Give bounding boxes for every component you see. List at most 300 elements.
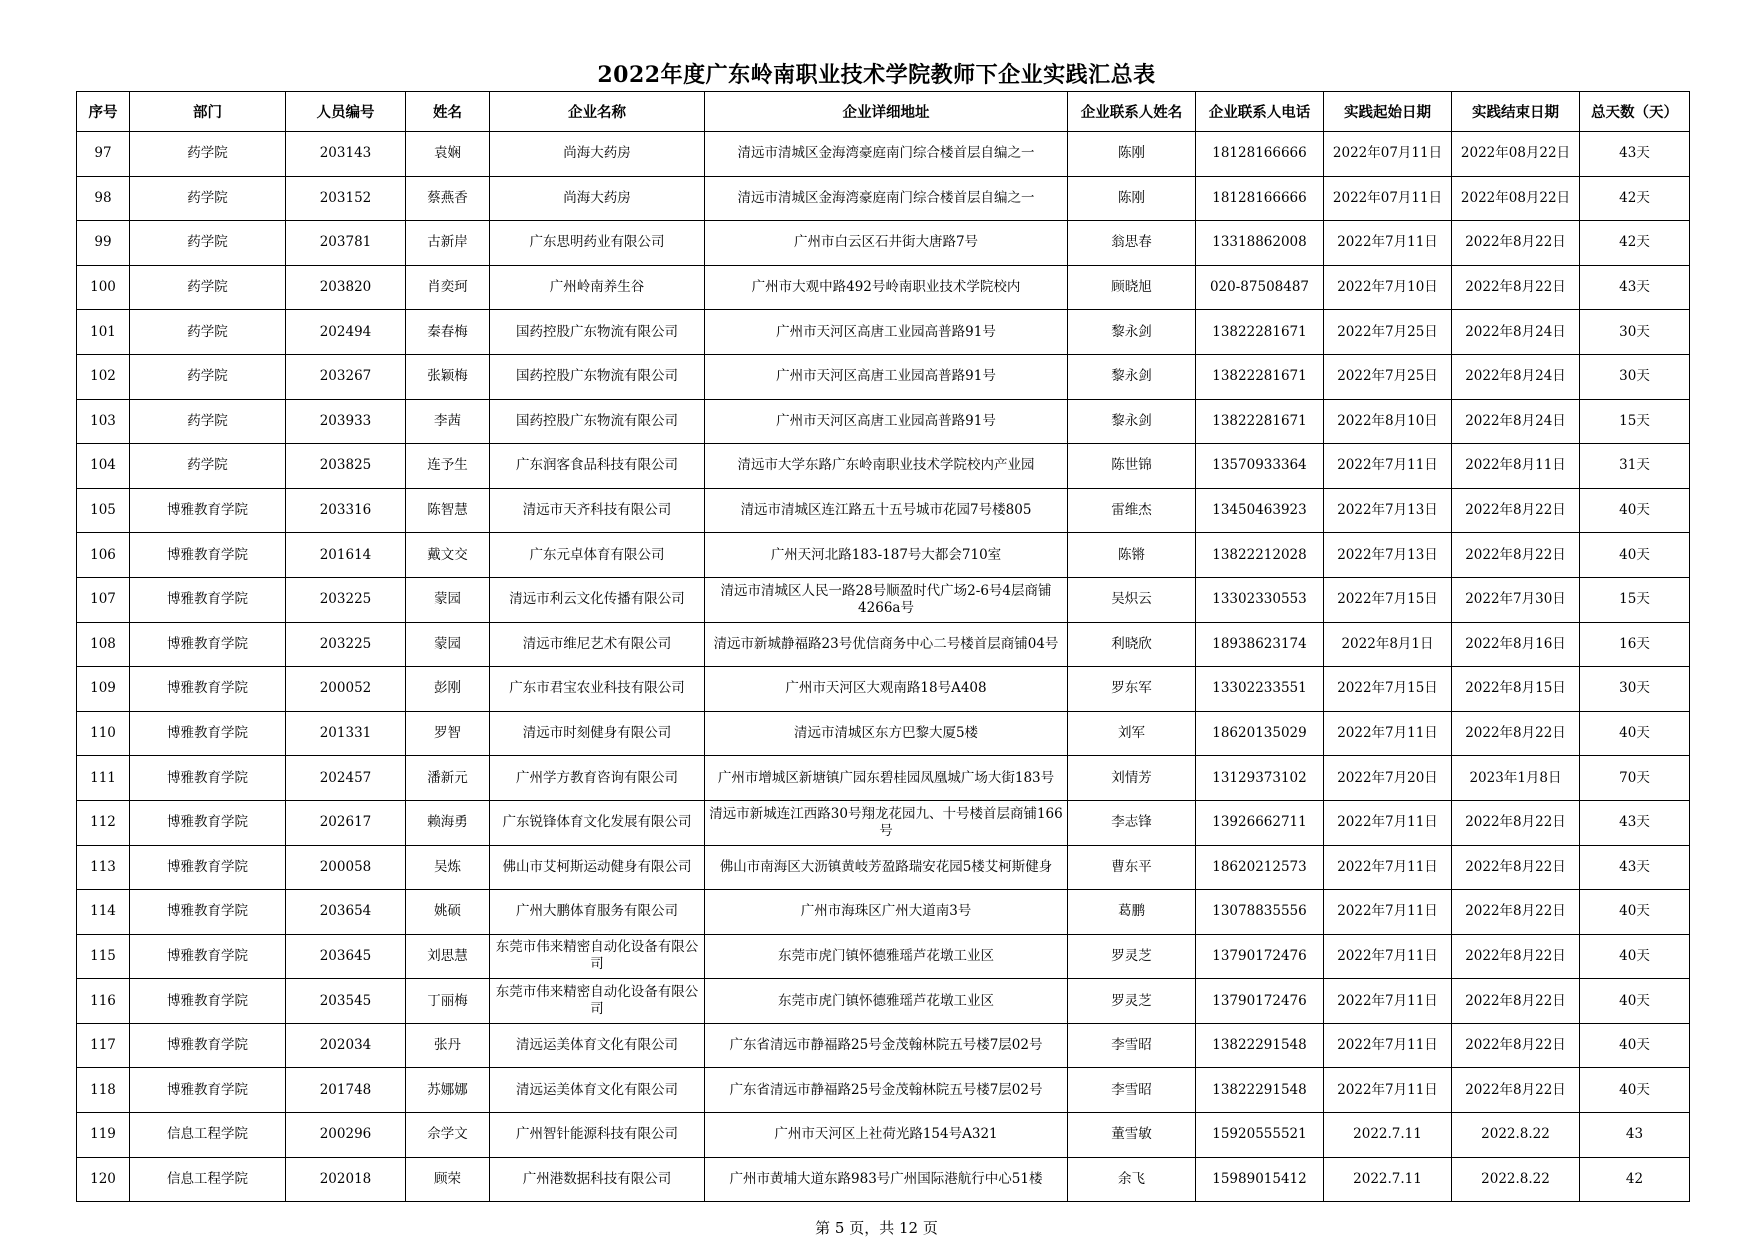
col-department-cell: 药学院 xyxy=(130,221,286,266)
col-department-cell: 信息工程学院 xyxy=(130,1157,286,1202)
col-company-address-cell: 广东省清远市静福路25号金茂翰林院五号楼7层02号 xyxy=(705,1023,1068,1068)
col-company-name-cell: 广东市君宝农业科技有限公司 xyxy=(490,667,705,712)
col-department-cell: 药学院 xyxy=(130,132,286,177)
col-company-address-cell: 广州市白云区石井街大唐路7号 xyxy=(705,221,1068,266)
table-row xyxy=(77,711,1690,756)
col-total-days-cell: 40天 xyxy=(1580,979,1690,1024)
col-start-date-cell: 2022年7月10日 xyxy=(1324,265,1452,310)
col-start-date-cell: 2022.7.11 xyxy=(1324,1113,1452,1158)
col-staff-id-cell: 203820 xyxy=(286,265,406,310)
table-row xyxy=(77,221,1690,266)
col-start-date-cell: 2022年7月11日 xyxy=(1324,890,1452,935)
col-end-date-cell: 2022年8月22日 xyxy=(1452,979,1580,1024)
table-row xyxy=(77,444,1690,489)
col-department-cell: 药学院 xyxy=(130,310,286,355)
col-staff-id-cell: 203225 xyxy=(286,622,406,667)
col-company-name-cell: 清远市时刻健身有限公司 xyxy=(490,711,705,756)
col-staff-id-cell: 203152 xyxy=(286,176,406,221)
col-end-date-cell: 2022年8月24日 xyxy=(1452,310,1580,355)
col-department-header: 部门 xyxy=(130,92,286,132)
col-staff-id-cell: 201331 xyxy=(286,711,406,756)
col-end-date-cell: 2022年8月22日 xyxy=(1452,1023,1580,1068)
col-company-address-cell: 佛山市南海区大沥镇黄岐芳盈路瑞安花园5楼艾柯斯健身 xyxy=(705,845,1068,890)
table-row xyxy=(77,1157,1690,1202)
col-index-cell: 103 xyxy=(77,399,130,444)
col-staff-id-cell: 203225 xyxy=(286,577,406,622)
col-start-date-cell: 2022.7.11 xyxy=(1324,1157,1452,1202)
col-company-name-cell: 清远运美体育文化有限公司 xyxy=(490,1068,705,1113)
col-department-cell: 药学院 xyxy=(130,444,286,489)
col-end-date-cell: 2022年8月22日 xyxy=(1452,221,1580,266)
col-end-date-cell: 2022年8月11日 xyxy=(1452,444,1580,489)
col-contact-name-cell: 利晓欣 xyxy=(1068,622,1196,667)
col-index-cell: 115 xyxy=(77,934,130,979)
col-company-name-header: 企业名称 xyxy=(490,92,705,132)
col-name-cell: 蔡燕香 xyxy=(406,176,490,221)
table-header-row xyxy=(77,92,1690,132)
col-department-cell: 药学院 xyxy=(130,354,286,399)
col-end-date-header: 实践结束日期 xyxy=(1452,92,1580,132)
page-footer: 第 5 页，共 12 页 xyxy=(815,1219,938,1237)
col-total-days-cell: 30天 xyxy=(1580,354,1690,399)
table-body xyxy=(77,132,1690,1202)
col-contact-phone-cell: 18128166666 xyxy=(1196,176,1324,221)
col-department-cell: 博雅教育学院 xyxy=(130,622,286,667)
col-contact-phone-cell: 13129373102 xyxy=(1196,756,1324,801)
col-staff-id-cell: 203781 xyxy=(286,221,406,266)
col-name-cell: 蒙园 xyxy=(406,577,490,622)
col-index-cell: 108 xyxy=(77,622,130,667)
col-start-date-cell: 2022年7月11日 xyxy=(1324,800,1452,845)
col-index-cell: 120 xyxy=(77,1157,130,1202)
col-end-date-cell: 2022年8月22日 xyxy=(1452,934,1580,979)
col-company-address-cell: 广州市天河区高唐工业园高普路91号 xyxy=(705,354,1068,399)
col-end-date-cell: 2022.8.22 xyxy=(1452,1113,1580,1158)
col-company-name-cell: 广州港数据科技有限公司 xyxy=(490,1157,705,1202)
col-total-days-cell: 42 xyxy=(1580,1157,1690,1202)
col-contact-phone-cell: 13822212028 xyxy=(1196,533,1324,578)
col-start-date-header: 实践起始日期 xyxy=(1324,92,1452,132)
col-company-name-cell: 尚海大药房 xyxy=(490,132,705,177)
col-name-cell: 陈智慧 xyxy=(406,488,490,533)
col-index-cell: 104 xyxy=(77,444,130,489)
table-row xyxy=(77,1023,1690,1068)
col-staff-id-header: 人员编号 xyxy=(286,92,406,132)
col-staff-id-cell: 203316 xyxy=(286,488,406,533)
col-total-days-cell: 15天 xyxy=(1580,399,1690,444)
col-department-cell: 博雅教育学院 xyxy=(130,845,286,890)
col-company-address-cell: 清远市清城区人民一路28号顺盈时代广场2-6号4层商铺4266a号 xyxy=(705,577,1068,622)
col-contact-phone-cell: 13790172476 xyxy=(1196,934,1324,979)
col-total-days-cell: 42天 xyxy=(1580,221,1690,266)
table-row xyxy=(77,533,1690,578)
col-name-cell: 彭刚 xyxy=(406,667,490,712)
col-staff-id-cell: 200058 xyxy=(286,845,406,890)
col-start-date-cell: 2022年7月25日 xyxy=(1324,310,1452,355)
col-name-cell: 刘思慧 xyxy=(406,934,490,979)
col-company-name-cell: 广州大鹏体育服务有限公司 xyxy=(490,890,705,935)
col-start-date-cell: 2022年8月10日 xyxy=(1324,399,1452,444)
col-contact-phone-cell: 13926662711 xyxy=(1196,800,1324,845)
col-index-cell: 107 xyxy=(77,577,130,622)
col-company-name-cell: 清远运美体育文化有限公司 xyxy=(490,1023,705,1068)
col-start-date-cell: 2022年7月11日 xyxy=(1324,979,1452,1024)
col-contact-name-cell: 陈刚 xyxy=(1068,132,1196,177)
col-department-cell: 信息工程学院 xyxy=(130,1113,286,1158)
col-company-name-cell: 广州学方教育咨询有限公司 xyxy=(490,756,705,801)
table-row xyxy=(77,577,1690,622)
col-staff-id-cell: 202018 xyxy=(286,1157,406,1202)
col-total-days-cell: 15天 xyxy=(1580,577,1690,622)
col-company-name-cell: 佛山市艾柯斯运动健身有限公司 xyxy=(490,845,705,890)
col-staff-id-cell: 201614 xyxy=(286,533,406,578)
col-company-name-cell: 尚海大药房 xyxy=(490,176,705,221)
col-company-address-cell: 广州市大观中路492号岭南职业技术学院校内 xyxy=(705,265,1068,310)
col-name-cell: 连予生 xyxy=(406,444,490,489)
col-name-cell: 罗智 xyxy=(406,711,490,756)
col-index-cell: 97 xyxy=(77,132,130,177)
col-contact-name-cell: 雷维杰 xyxy=(1068,488,1196,533)
col-contact-name-cell: 顾晓旭 xyxy=(1068,265,1196,310)
col-start-date-cell: 2022年7月11日 xyxy=(1324,934,1452,979)
table-row xyxy=(77,1113,1690,1158)
col-index-header: 序号 xyxy=(77,92,130,132)
col-total-days-cell: 31天 xyxy=(1580,444,1690,489)
col-company-address-cell: 广州市增城区新塘镇广园东碧桂园凤凰城广场大街183号 xyxy=(705,756,1068,801)
col-total-days-cell: 30天 xyxy=(1580,667,1690,712)
col-name-cell: 顾荣 xyxy=(406,1157,490,1202)
col-company-address-cell: 广州市黄埔大道东路983号广州国际港航行中心51楼 xyxy=(705,1157,1068,1202)
col-index-cell: 102 xyxy=(77,354,130,399)
col-name-cell: 赖海勇 xyxy=(406,800,490,845)
col-name-cell: 李茜 xyxy=(406,399,490,444)
col-company-address-cell: 清远市清城区东方巴黎大厦5楼 xyxy=(705,711,1068,756)
col-company-name-cell: 广州岭南养生谷 xyxy=(490,265,705,310)
table-row xyxy=(77,310,1690,355)
col-company-name-cell: 广东锐锋体育文化发展有限公司 xyxy=(490,800,705,845)
col-staff-id-cell: 203933 xyxy=(286,399,406,444)
col-start-date-cell: 2022年8月1日 xyxy=(1324,622,1452,667)
col-contact-phone-cell: 13450463923 xyxy=(1196,488,1324,533)
col-name-cell: 袁娴 xyxy=(406,132,490,177)
col-staff-id-cell: 200296 xyxy=(286,1113,406,1158)
col-start-date-cell: 2022年7月11日 xyxy=(1324,1068,1452,1113)
col-contact-phone-cell: 18620135029 xyxy=(1196,711,1324,756)
col-index-cell: 100 xyxy=(77,265,130,310)
col-index-cell: 109 xyxy=(77,667,130,712)
col-contact-phone-cell: 13822281671 xyxy=(1196,399,1324,444)
col-index-cell: 112 xyxy=(77,800,130,845)
col-start-date-cell: 2022年7月15日 xyxy=(1324,577,1452,622)
col-department-cell: 药学院 xyxy=(130,399,286,444)
col-company-address-cell: 广州市天河区高唐工业园高普路91号 xyxy=(705,399,1068,444)
col-company-name-cell: 国药控股广东物流有限公司 xyxy=(490,310,705,355)
table-row xyxy=(77,890,1690,935)
col-total-days-cell: 40天 xyxy=(1580,488,1690,533)
col-index-cell: 114 xyxy=(77,890,130,935)
col-department-cell: 药学院 xyxy=(130,265,286,310)
col-contact-phone-cell: 18938623174 xyxy=(1196,622,1324,667)
col-staff-id-cell: 202494 xyxy=(286,310,406,355)
col-contact-phone-cell: 13078835556 xyxy=(1196,890,1324,935)
col-staff-id-cell: 203654 xyxy=(286,890,406,935)
col-company-name-cell: 广州智针能源科技有限公司 xyxy=(490,1113,705,1158)
col-name-cell: 古新岸 xyxy=(406,221,490,266)
col-name-cell: 姚硕 xyxy=(406,890,490,935)
col-total-days-cell: 40天 xyxy=(1580,711,1690,756)
col-total-days-cell: 16天 xyxy=(1580,622,1690,667)
col-name-cell: 肖奕珂 xyxy=(406,265,490,310)
col-contact-phone-cell: 13822291548 xyxy=(1196,1068,1324,1113)
col-total-days-cell: 43天 xyxy=(1580,845,1690,890)
col-total-days-cell: 40天 xyxy=(1580,890,1690,935)
col-company-address-cell: 清远市清城区金海湾豪庭南门综合楼首层自编之一 xyxy=(705,132,1068,177)
col-company-name-cell: 广东思明药业有限公司 xyxy=(490,221,705,266)
col-total-days-cell: 43天 xyxy=(1580,800,1690,845)
col-department-cell: 博雅教育学院 xyxy=(130,711,286,756)
col-contact-name-cell: 黎永剑 xyxy=(1068,354,1196,399)
col-contact-phone-cell: 15920555521 xyxy=(1196,1113,1324,1158)
col-department-cell: 博雅教育学院 xyxy=(130,533,286,578)
col-end-date-cell: 2022年8月22日 xyxy=(1452,711,1580,756)
table-row xyxy=(77,667,1690,712)
col-total-days-cell: 40天 xyxy=(1580,533,1690,578)
col-total-days-cell: 43天 xyxy=(1580,132,1690,177)
col-index-cell: 119 xyxy=(77,1113,130,1158)
table-row xyxy=(77,1068,1690,1113)
col-company-name-cell: 广东润客食品科技有限公司 xyxy=(490,444,705,489)
col-company-address-cell: 清远市新城静福路23号优信商务中心二号楼首层商铺04号 xyxy=(705,622,1068,667)
col-end-date-cell: 2022年8月24日 xyxy=(1452,354,1580,399)
col-index-cell: 113 xyxy=(77,845,130,890)
col-department-cell: 药学院 xyxy=(130,176,286,221)
col-name-cell: 潘新元 xyxy=(406,756,490,801)
col-end-date-cell: 2022年8月24日 xyxy=(1452,399,1580,444)
col-contact-phone-cell: 13570933364 xyxy=(1196,444,1324,489)
col-end-date-cell: 2022年08月22日 xyxy=(1452,176,1580,221)
col-company-address-cell: 广州市天河区上社荷光路154号A321 xyxy=(705,1113,1068,1158)
table-row xyxy=(77,132,1690,177)
col-company-address-cell: 广州市海珠区广州大道南3号 xyxy=(705,890,1068,935)
col-name-cell: 秦春梅 xyxy=(406,310,490,355)
col-company-address-cell: 清远市新城连江西路30号翔龙花园九、十号楼首层商铺166号 xyxy=(705,800,1068,845)
col-total-days-header: 总天数（天） xyxy=(1580,92,1690,132)
col-company-address-cell: 东莞市虎门镇怀德雅瑶芦花墩工业区 xyxy=(705,979,1068,1024)
col-end-date-cell: 2022年8月22日 xyxy=(1452,1068,1580,1113)
col-company-name-cell: 清远市天齐科技有限公司 xyxy=(490,488,705,533)
col-name-cell: 张丹 xyxy=(406,1023,490,1068)
col-contact-name-cell: 吴炽云 xyxy=(1068,577,1196,622)
col-contact-name-header: 企业联系人姓名 xyxy=(1068,92,1196,132)
col-staff-id-cell: 202457 xyxy=(286,756,406,801)
col-company-address-cell: 清远市大学东路广东岭南职业技术学院校内产业园 xyxy=(705,444,1068,489)
col-start-date-cell: 2022年7月11日 xyxy=(1324,845,1452,890)
col-staff-id-cell: 202034 xyxy=(286,1023,406,1068)
col-total-days-cell: 40天 xyxy=(1580,934,1690,979)
col-contact-phone-cell: 15989015412 xyxy=(1196,1157,1324,1202)
col-total-days-cell: 43天 xyxy=(1580,265,1690,310)
col-company-address-cell: 广州天河北路183-187号大都会710室 xyxy=(705,533,1068,578)
col-contact-name-cell: 李雪昭 xyxy=(1068,1068,1196,1113)
table-row xyxy=(77,354,1690,399)
col-contact-name-cell: 陈锵 xyxy=(1068,533,1196,578)
col-start-date-cell: 2022年7月13日 xyxy=(1324,533,1452,578)
col-company-name-cell: 国药控股广东物流有限公司 xyxy=(490,354,705,399)
col-end-date-cell: 2022年8月22日 xyxy=(1452,845,1580,890)
col-contact-name-cell: 李雪昭 xyxy=(1068,1023,1196,1068)
col-total-days-cell: 40天 xyxy=(1580,1023,1690,1068)
col-department-cell: 博雅教育学院 xyxy=(130,667,286,712)
col-company-address-cell: 清远市清城区金海湾豪庭南门综合楼首层自编之一 xyxy=(705,176,1068,221)
col-index-cell: 110 xyxy=(77,711,130,756)
col-company-address-cell: 东莞市虎门镇怀德雅瑶芦花墩工业区 xyxy=(705,934,1068,979)
table-row xyxy=(77,622,1690,667)
col-start-date-cell: 2022年7月11日 xyxy=(1324,221,1452,266)
col-name-cell: 吴炼 xyxy=(406,845,490,890)
col-department-cell: 博雅教育学院 xyxy=(130,577,286,622)
col-index-cell: 99 xyxy=(77,221,130,266)
table-row xyxy=(77,979,1690,1024)
col-company-name-cell: 国药控股广东物流有限公司 xyxy=(490,399,705,444)
col-start-date-cell: 2022年07月11日 xyxy=(1324,176,1452,221)
col-contact-name-cell: 黎永剑 xyxy=(1068,399,1196,444)
col-contact-name-cell: 刘情芳 xyxy=(1068,756,1196,801)
table-row xyxy=(77,756,1690,801)
col-contact-name-cell: 李志锋 xyxy=(1068,800,1196,845)
col-contact-phone-cell: 020-87508487 xyxy=(1196,265,1324,310)
col-department-cell: 博雅教育学院 xyxy=(130,800,286,845)
col-department-cell: 博雅教育学院 xyxy=(130,1023,286,1068)
col-department-cell: 博雅教育学院 xyxy=(130,979,286,1024)
col-end-date-cell: 2022年8月22日 xyxy=(1452,800,1580,845)
col-index-cell: 105 xyxy=(77,488,130,533)
col-name-cell: 蒙园 xyxy=(406,622,490,667)
col-contact-name-cell: 罗东军 xyxy=(1068,667,1196,712)
col-contact-name-cell: 翁思春 xyxy=(1068,221,1196,266)
col-index-cell: 111 xyxy=(77,756,130,801)
page-title: 2022年度广东岭南职业技术学院教师下企业实践汇总表 xyxy=(597,62,1156,88)
col-end-date-cell: 2022年8月22日 xyxy=(1452,488,1580,533)
col-name-cell: 丁丽梅 xyxy=(406,979,490,1024)
summary-table xyxy=(76,91,1690,1202)
col-name-cell: 佘学文 xyxy=(406,1113,490,1158)
col-total-days-cell: 43 xyxy=(1580,1113,1690,1158)
col-contact-phone-cell: 13822291548 xyxy=(1196,1023,1324,1068)
col-index-cell: 101 xyxy=(77,310,130,355)
col-contact-phone-cell: 18128166666 xyxy=(1196,132,1324,177)
col-index-cell: 98 xyxy=(77,176,130,221)
col-start-date-cell: 2022年7月11日 xyxy=(1324,444,1452,489)
col-contact-phone-cell: 18620212573 xyxy=(1196,845,1324,890)
table-row xyxy=(77,265,1690,310)
col-contact-name-cell: 董雪敏 xyxy=(1068,1113,1196,1158)
col-company-name-cell: 广东元卓体育有限公司 xyxy=(490,533,705,578)
col-contact-phone-cell: 13822281671 xyxy=(1196,354,1324,399)
col-end-date-cell: 2022年8月22日 xyxy=(1452,890,1580,935)
col-name-cell: 苏娜娜 xyxy=(406,1068,490,1113)
col-department-cell: 博雅教育学院 xyxy=(130,890,286,935)
col-end-date-cell: 2022.8.22 xyxy=(1452,1157,1580,1202)
col-contact-phone-cell: 13302233551 xyxy=(1196,667,1324,712)
table-row xyxy=(77,800,1690,845)
col-company-address-cell: 广州市天河区大观南路18号A408 xyxy=(705,667,1068,712)
col-contact-name-cell: 陈刚 xyxy=(1068,176,1196,221)
col-end-date-cell: 2022年7月30日 xyxy=(1452,577,1580,622)
col-company-name-cell: 东莞市伟来精密自动化设备有限公司 xyxy=(490,979,705,1024)
col-end-date-cell: 2022年8月15日 xyxy=(1452,667,1580,712)
col-company-name-cell: 清远市维尼艺术有限公司 xyxy=(490,622,705,667)
col-staff-id-cell: 202617 xyxy=(286,800,406,845)
col-start-date-cell: 2022年7月11日 xyxy=(1324,1023,1452,1068)
col-company-address-cell: 广东省清远市静福路25号金茂翰林院五号楼7层02号 xyxy=(705,1068,1068,1113)
col-department-cell: 博雅教育学院 xyxy=(130,488,286,533)
col-end-date-cell: 2022年8月16日 xyxy=(1452,622,1580,667)
col-company-address-cell: 广州市天河区高唐工业园高普路91号 xyxy=(705,310,1068,355)
col-staff-id-cell: 203545 xyxy=(286,979,406,1024)
col-total-days-cell: 40天 xyxy=(1580,1068,1690,1113)
col-department-cell: 博雅教育学院 xyxy=(130,1068,286,1113)
col-company-name-cell: 东莞市伟来精密自动化设备有限公司 xyxy=(490,934,705,979)
col-total-days-cell: 70天 xyxy=(1580,756,1690,801)
col-company-address-cell: 清远市清城区连江路五十五号城市花园7号楼805 xyxy=(705,488,1068,533)
col-name-header: 姓名 xyxy=(406,92,490,132)
col-end-date-cell: 2022年8月22日 xyxy=(1452,533,1580,578)
col-start-date-cell: 2022年07月11日 xyxy=(1324,132,1452,177)
col-contact-phone-header: 企业联系人电话 xyxy=(1196,92,1324,132)
col-index-cell: 116 xyxy=(77,979,130,1024)
table-row xyxy=(77,488,1690,533)
col-contact-name-cell: 余飞 xyxy=(1068,1157,1196,1202)
col-end-date-cell: 2022年8月22日 xyxy=(1452,265,1580,310)
col-index-cell: 117 xyxy=(77,1023,130,1068)
col-name-cell: 戴文交 xyxy=(406,533,490,578)
col-contact-phone-cell: 13302330553 xyxy=(1196,577,1324,622)
col-contact-name-cell: 刘军 xyxy=(1068,711,1196,756)
col-index-cell: 106 xyxy=(77,533,130,578)
col-company-name-cell: 清远市利云文化传播有限公司 xyxy=(490,577,705,622)
col-contact-name-cell: 葛鹏 xyxy=(1068,890,1196,935)
col-staff-id-cell: 203825 xyxy=(286,444,406,489)
col-contact-phone-cell: 13790172476 xyxy=(1196,979,1324,1024)
col-company-address-header: 企业详细地址 xyxy=(705,92,1068,132)
col-staff-id-cell: 203645 xyxy=(286,934,406,979)
table-row xyxy=(77,399,1690,444)
col-start-date-cell: 2022年7月11日 xyxy=(1324,711,1452,756)
col-contact-name-cell: 陈世锦 xyxy=(1068,444,1196,489)
col-start-date-cell: 2022年7月13日 xyxy=(1324,488,1452,533)
col-staff-id-cell: 201748 xyxy=(286,1068,406,1113)
col-contact-name-cell: 罗灵芝 xyxy=(1068,979,1196,1024)
col-staff-id-cell: 203143 xyxy=(286,132,406,177)
col-contact-phone-cell: 13318862008 xyxy=(1196,221,1324,266)
col-total-days-cell: 42天 xyxy=(1580,176,1690,221)
col-contact-name-cell: 罗灵芝 xyxy=(1068,934,1196,979)
col-total-days-cell: 30天 xyxy=(1580,310,1690,355)
table-row xyxy=(77,845,1690,890)
col-department-cell: 博雅教育学院 xyxy=(130,756,286,801)
col-index-cell: 118 xyxy=(77,1068,130,1113)
table-row xyxy=(77,934,1690,979)
col-contact-name-cell: 曹东平 xyxy=(1068,845,1196,890)
col-end-date-cell: 2022年08月22日 xyxy=(1452,132,1580,177)
col-staff-id-cell: 203267 xyxy=(286,354,406,399)
col-start-date-cell: 2022年7月15日 xyxy=(1324,667,1452,712)
col-name-cell: 张颖梅 xyxy=(406,354,490,399)
table-row xyxy=(77,176,1690,221)
col-staff-id-cell: 200052 xyxy=(286,667,406,712)
col-contact-phone-cell: 13822281671 xyxy=(1196,310,1324,355)
col-contact-name-cell: 黎永剑 xyxy=(1068,310,1196,355)
